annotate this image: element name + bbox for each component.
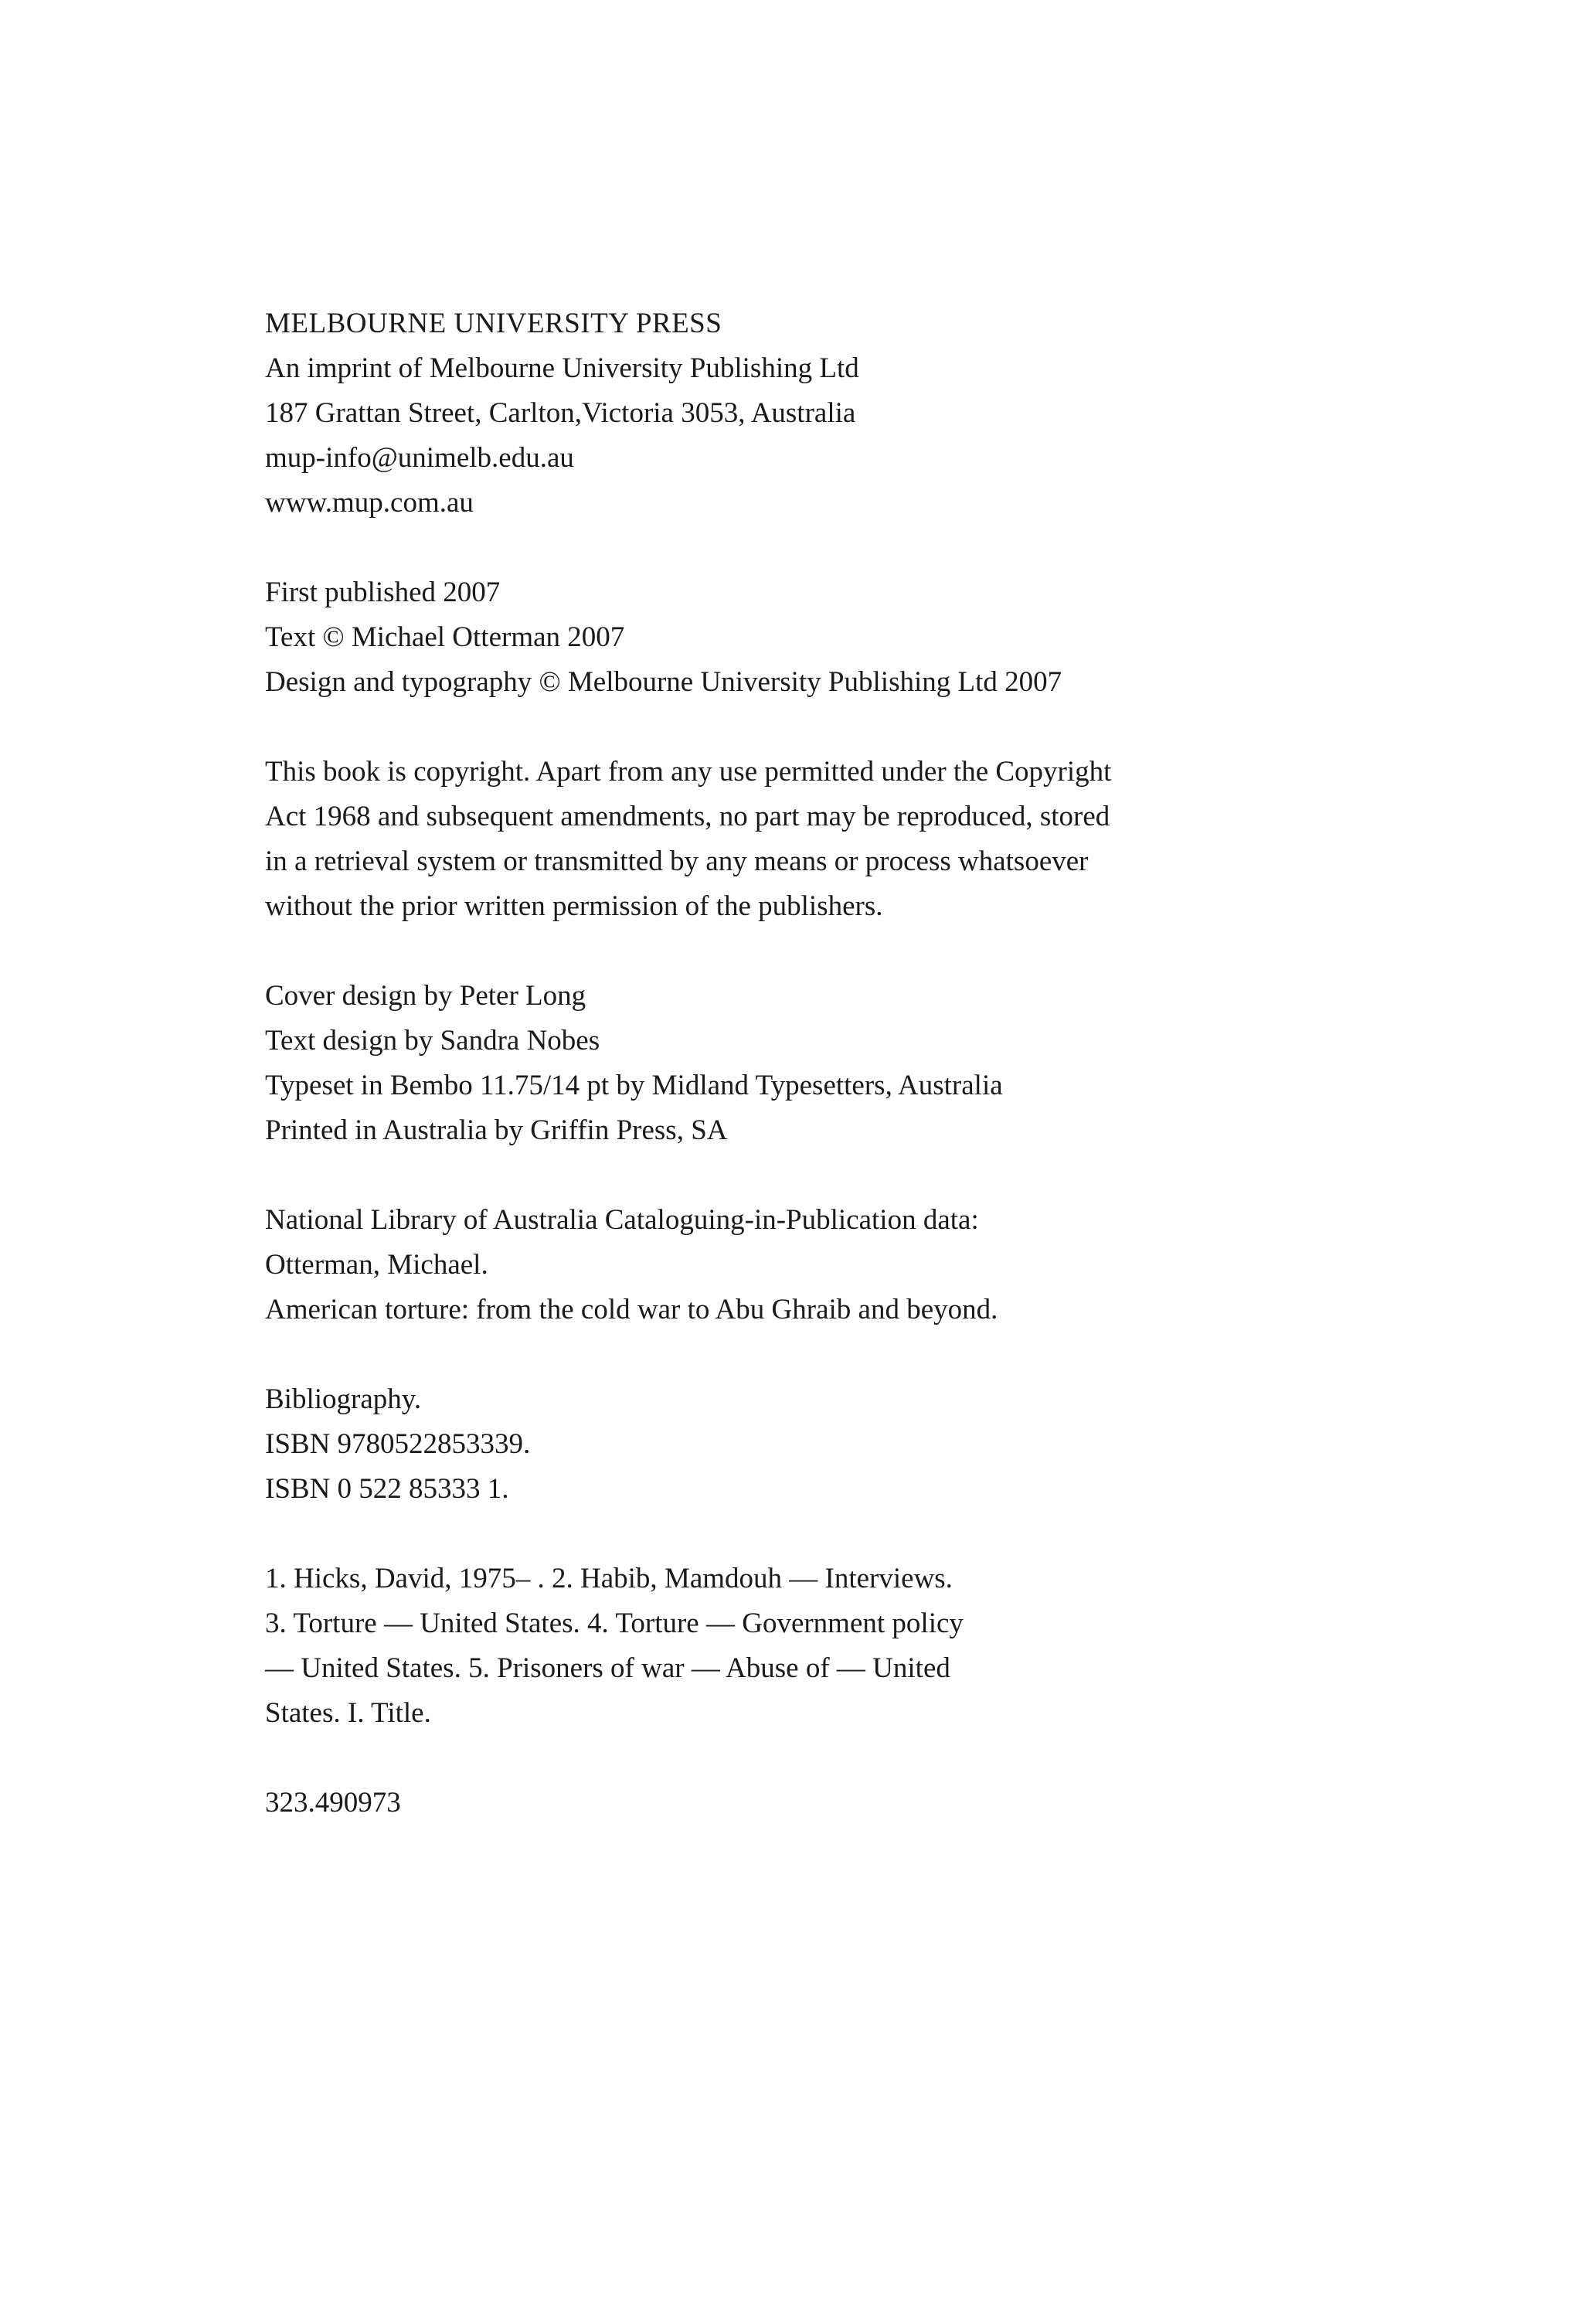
copyright-notice-line: Act 1968 and subsequent amendments, no part may be reproduced, stored — [265, 801, 1110, 832]
publisher-email: mup-info@unimelb.edu.au — [265, 442, 574, 474]
cip-title: American torture: from the cold war to Abu Ghraib and beyond. — [265, 1294, 998, 1325]
isbn-10: ISBN 0 522 85333 1. — [265, 1473, 509, 1505]
subject-line: — United States. 5. Prisoners of war — Abuse of — United — [265, 1652, 950, 1684]
publisher-block — [265, 301, 1347, 526]
publication-block — [265, 570, 1347, 705]
cip-heading: National Library of Australia Cataloguing-in-Publication data: — [265, 1204, 979, 1236]
first-published: First published 2007 — [265, 577, 501, 608]
copyright-notice-line: This book is copyright. Apart from any use permitted under the Copyright — [265, 756, 1112, 788]
copyright-notice-line: in a retrieval system or transmitted by any means or process whatsoever — [265, 846, 1089, 877]
isbn-13: ISBN 9780522853339. — [265, 1428, 531, 1460]
bibliography-note: Bibliography. — [265, 1383, 422, 1415]
text-design-credit: Text design by Sandra Nobes — [265, 1025, 600, 1057]
cip-author: Otterman, Michael. — [265, 1249, 488, 1281]
subjects-block — [265, 1557, 1347, 1736]
subject-line: 3. Torture — United States. 4. Torture — Government policy — [265, 1608, 964, 1639]
dewey-classification: 323.490973 — [265, 1787, 401, 1819]
text-copyright: Text © Michael Otterman 2007 — [265, 621, 625, 653]
imprint-page — [265, 301, 1347, 1826]
publisher-imprint: An imprint of Melbourne University Publishing Ltd — [265, 352, 859, 384]
publisher-address: 187 Grattan Street, Carlton,Victoria 3053, Australia — [265, 397, 856, 429]
publisher-website: www.mup.com.au — [265, 487, 474, 519]
cover-design-credit: Cover design by Peter Long — [265, 980, 586, 1012]
copyright-notice — [265, 750, 1347, 929]
subject-line: 1. Hicks, David, 1975– . 2. Habib, Mamdouh — Interviews. — [265, 1563, 953, 1594]
printer-credit: Printed in Australia by Griffin Press, SA — [265, 1114, 728, 1146]
copyright-notice-line: without the prior written permission of the publishers. — [265, 890, 883, 922]
design-copyright: Design and typography © Melbourne University Publishing Ltd 2007 — [265, 666, 1062, 698]
classification-block — [265, 1781, 1347, 1826]
credits-block — [265, 974, 1347, 1153]
publisher-name: MELBOURNE UNIVERSITY PRESS — [265, 308, 722, 339]
typeset-credit: Typeset in Bembo 11.75/14 pt by Midland Typesetters, Australia — [265, 1070, 1003, 1101]
subject-line: States. I. Title. — [265, 1697, 431, 1729]
cip-block — [265, 1198, 1347, 1332]
isbn-block — [265, 1377, 1347, 1512]
